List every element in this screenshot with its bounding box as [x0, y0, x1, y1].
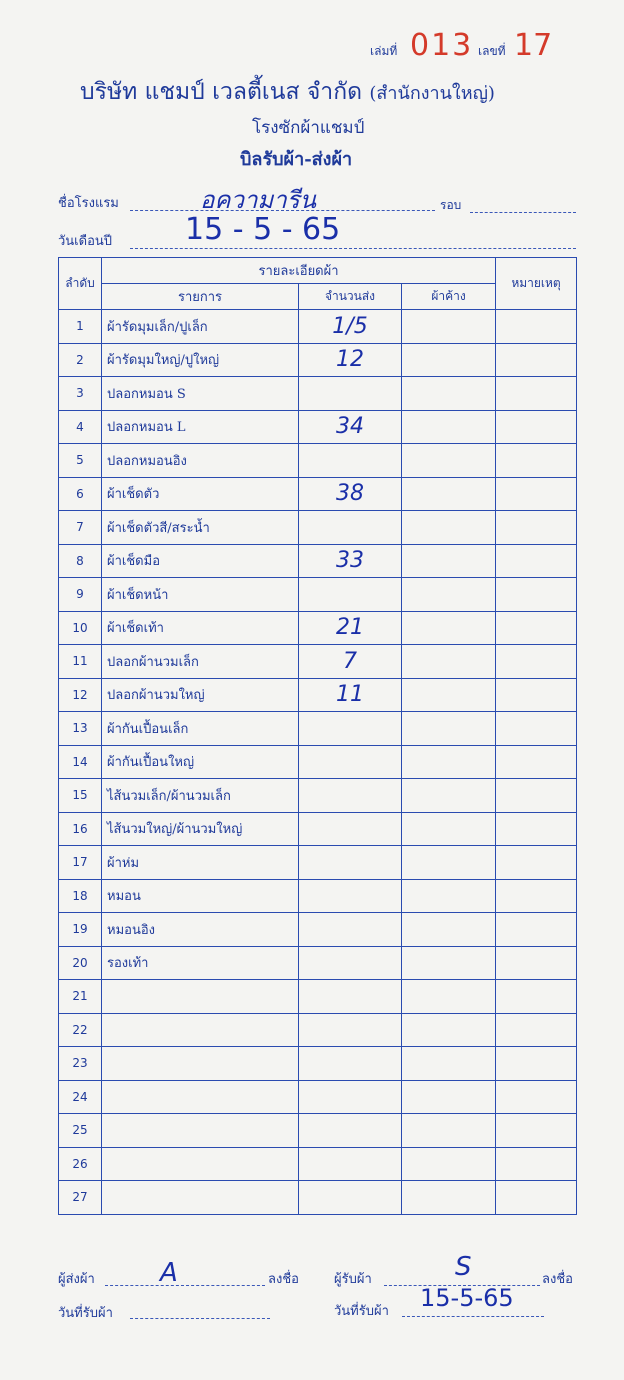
- date-line: [130, 248, 576, 249]
- table-row: [59, 444, 577, 478]
- row-item: ไส้นวมเล็ก/ผ้านวมเล็ก: [102, 779, 299, 813]
- doc-number: 17: [514, 28, 553, 63]
- row-pending: [402, 1181, 496, 1215]
- table-row: [59, 946, 577, 980]
- row-item: [102, 1080, 299, 1114]
- sender-signature: A: [160, 1258, 178, 1288]
- table-row: [59, 1080, 577, 1114]
- table-row: [59, 712, 577, 746]
- row-pending: [402, 879, 496, 913]
- hotel-name-label: ชื่อโรงแรม: [58, 196, 119, 211]
- row-number: 21: [59, 980, 102, 1014]
- row-number: 18: [59, 879, 102, 913]
- col-header-note: หมายเหตุ: [496, 258, 577, 310]
- row-pending: [402, 310, 496, 344]
- company-office: (สำนักงานใหญ่): [369, 83, 495, 104]
- row-note: [496, 712, 577, 746]
- row-item: [102, 980, 299, 1014]
- table-row: [59, 511, 577, 545]
- row-note: [496, 913, 577, 947]
- row-item: [102, 1181, 299, 1215]
- row-qty-sent: [299, 779, 402, 813]
- table-row: [59, 913, 577, 947]
- row-pending: [402, 846, 496, 880]
- row-note: [496, 477, 577, 511]
- row-qty-sent: [299, 846, 402, 880]
- row-number: 13: [59, 712, 102, 746]
- row-note: [496, 879, 577, 913]
- table-row: [59, 544, 577, 578]
- row-qty-sent: 12: [299, 343, 402, 377]
- row-pending: [402, 980, 496, 1014]
- row-note: [496, 377, 577, 411]
- row-pending: [402, 377, 496, 411]
- table-row: [59, 1147, 577, 1181]
- send-date-label: วันที่รับผ้า: [58, 1306, 113, 1321]
- table-row: [59, 1047, 577, 1081]
- table-row: [59, 477, 577, 511]
- row-item: [102, 1013, 299, 1047]
- row-pending: [402, 645, 496, 679]
- table-row: [59, 611, 577, 645]
- row-pending: [402, 913, 496, 947]
- col-header-pending: ผ้าค้าง: [402, 284, 496, 310]
- row-qty-sent: [299, 745, 402, 779]
- row-note: [496, 410, 577, 444]
- table-row: [59, 1181, 577, 1215]
- row-item: ผ้ากันเปื้อนใหญ่: [102, 745, 299, 779]
- row-pending: [402, 477, 496, 511]
- row-number: 1: [59, 310, 102, 344]
- row-qty-sent: 34: [299, 410, 402, 444]
- row-item: ผ้ารัดมุมเล็ก/ปูเล็ก: [102, 310, 299, 344]
- col-header-qty: จำนวนส่ง: [299, 284, 402, 310]
- col-header-item: รายการ: [102, 284, 299, 310]
- row-note: [496, 779, 577, 813]
- receiver-sign-label: ลงชื่อ: [542, 1272, 573, 1287]
- row-note: [496, 343, 577, 377]
- row-item: ผ้าเช็ดเท้า: [102, 611, 299, 645]
- row-note: [496, 946, 577, 980]
- row-note: [496, 611, 577, 645]
- round-label: รอบ: [440, 198, 462, 212]
- row-note: [496, 310, 577, 344]
- row-number: 7: [59, 511, 102, 545]
- row-number: 12: [59, 678, 102, 712]
- date-label: วันเดือนปี: [58, 234, 113, 249]
- row-item: ไส้นวมใหญ่/ผ้านวมใหญ่: [102, 812, 299, 846]
- company-name: [80, 74, 495, 110]
- row-item: ผ้าเช็ดหน้า: [102, 578, 299, 612]
- row-note: [496, 812, 577, 846]
- row-qty-sent: [299, 980, 402, 1014]
- row-pending: [402, 444, 496, 478]
- row-qty-sent: [299, 946, 402, 980]
- table-row: [59, 310, 577, 344]
- row-qty-sent: [299, 1047, 402, 1081]
- row-note: [496, 1080, 577, 1114]
- row-number: 25: [59, 1114, 102, 1148]
- row-number: 20: [59, 946, 102, 980]
- row-qty-sent: [299, 1181, 402, 1215]
- table-row: [59, 343, 577, 377]
- row-number: 22: [59, 1013, 102, 1047]
- table-row: [59, 1114, 577, 1148]
- row-note: [496, 1047, 577, 1081]
- row-item: ผ้าเช็ดมือ: [102, 544, 299, 578]
- row-number: 11: [59, 645, 102, 679]
- company-name-text: บริษัท แชมป์ เวลตี้เนส จำกัด: [80, 79, 363, 105]
- sender-sign-label: ลงชื่อ: [268, 1272, 299, 1287]
- row-number: 14: [59, 745, 102, 779]
- row-number: 9: [59, 578, 102, 612]
- row-qty-sent: [299, 913, 402, 947]
- row-number: 24: [59, 1080, 102, 1114]
- row-qty-sent: [299, 1147, 402, 1181]
- row-note: [496, 444, 577, 478]
- row-number: 2: [59, 343, 102, 377]
- table-row: [59, 980, 577, 1014]
- row-number: 27: [59, 1181, 102, 1215]
- row-note: [496, 511, 577, 545]
- row-qty-sent: [299, 712, 402, 746]
- row-number: 6: [59, 477, 102, 511]
- table-row: [59, 410, 577, 444]
- row-qty-sent: 1/5: [299, 310, 402, 344]
- book-number-label: เล่มที่: [370, 44, 398, 58]
- row-number: 17: [59, 846, 102, 880]
- row-qty-sent: [299, 511, 402, 545]
- row-pending: [402, 578, 496, 612]
- row-note: [496, 846, 577, 880]
- row-number: 10: [59, 611, 102, 645]
- row-note: [496, 645, 577, 679]
- row-pending: [402, 1047, 496, 1081]
- receive-date-label: วันที่รับผ้า: [334, 1304, 389, 1319]
- row-note: [496, 980, 577, 1014]
- row-item: ผ้าเช็ดตัว: [102, 477, 299, 511]
- row-pending: [402, 544, 496, 578]
- table-row: [59, 377, 577, 411]
- row-item: ผ้ากันเปื้อนเล็ก: [102, 712, 299, 746]
- table-row: [59, 645, 577, 679]
- table-row: [59, 1013, 577, 1047]
- date-value: 15 - 5 - 65: [185, 212, 341, 247]
- row-note: [496, 578, 577, 612]
- row-item: ปลอกหมอน L: [102, 410, 299, 444]
- row-pending: [402, 678, 496, 712]
- row-item: ผ้าเช็ดตัวสี/สระน้ำ: [102, 511, 299, 545]
- table-row: [59, 678, 577, 712]
- row-pending: [402, 1147, 496, 1181]
- row-number: 26: [59, 1147, 102, 1181]
- row-qty-sent: [299, 879, 402, 913]
- document-title: บิลรับผ้า-ส่งผ้า: [240, 149, 353, 170]
- doc-number-label: เลขที่: [478, 44, 506, 58]
- row-qty-sent: 33: [299, 544, 402, 578]
- row-item: ปลอกผ้านวมเล็ก: [102, 645, 299, 679]
- receive-date-line: [402, 1316, 544, 1317]
- receiver-label: ผู้รับผ้า: [334, 1272, 372, 1287]
- sender-label: ผู้ส่งผ้า: [58, 1272, 95, 1287]
- row-item: หมอน: [102, 879, 299, 913]
- row-item: ผ้าห่ม: [102, 846, 299, 880]
- row-item: ปลอกหมอน S: [102, 377, 299, 411]
- row-pending: [402, 1013, 496, 1047]
- row-pending: [402, 946, 496, 980]
- row-pending: [402, 343, 496, 377]
- row-pending: [402, 410, 496, 444]
- row-qty-sent: [299, 1114, 402, 1148]
- row-pending: [402, 712, 496, 746]
- receive-date-value: 15-5-65: [420, 1284, 514, 1312]
- table-row: [59, 745, 577, 779]
- row-pending: [402, 1080, 496, 1114]
- send-date-line: [130, 1318, 270, 1319]
- row-pending: [402, 611, 496, 645]
- row-qty-sent: 21: [299, 611, 402, 645]
- row-item: ปลอกหมอนอิง: [102, 444, 299, 478]
- row-note: [496, 678, 577, 712]
- row-qty-sent: 11: [299, 678, 402, 712]
- sender-line: [105, 1285, 265, 1286]
- row-item: หมอนอิง: [102, 913, 299, 947]
- row-pending: [402, 812, 496, 846]
- laundry-table: [58, 257, 577, 1215]
- row-number: 4: [59, 410, 102, 444]
- row-qty-sent: 7: [299, 645, 402, 679]
- table-row: [59, 846, 577, 880]
- row-note: [496, 1114, 577, 1148]
- row-number: 5: [59, 444, 102, 478]
- row-pending: [402, 1114, 496, 1148]
- book-number: 013: [410, 28, 474, 63]
- row-number: 19: [59, 913, 102, 947]
- row-note: [496, 544, 577, 578]
- row-qty-sent: [299, 377, 402, 411]
- row-item: รองเท้า: [102, 946, 299, 980]
- table-row: [59, 578, 577, 612]
- col-header-no: ลำดับ: [59, 258, 102, 310]
- row-item: [102, 1047, 299, 1081]
- row-number: 23: [59, 1047, 102, 1081]
- row-number: 16: [59, 812, 102, 846]
- row-number: 15: [59, 779, 102, 813]
- hotel-name-value: อความารีน: [200, 186, 317, 214]
- laundry-name: โรงซักผ้าแชมป์: [252, 118, 365, 138]
- row-pending: [402, 779, 496, 813]
- table-row: [59, 879, 577, 913]
- row-qty-sent: [299, 1080, 402, 1114]
- table-row: [59, 812, 577, 846]
- row-note: [496, 1181, 577, 1215]
- row-qty-sent: 38: [299, 477, 402, 511]
- row-qty-sent: [299, 578, 402, 612]
- row-note: [496, 1147, 577, 1181]
- row-item: [102, 1114, 299, 1148]
- row-pending: [402, 745, 496, 779]
- receiver-signature: S: [455, 1252, 472, 1282]
- row-qty-sent: [299, 1013, 402, 1047]
- row-item: [102, 1147, 299, 1181]
- table-row: [59, 779, 577, 813]
- row-qty-sent: [299, 444, 402, 478]
- row-note: [496, 1013, 577, 1047]
- row-qty-sent: [299, 812, 402, 846]
- row-pending: [402, 511, 496, 545]
- row-number: 8: [59, 544, 102, 578]
- row-number: 3: [59, 377, 102, 411]
- row-item: ปลอกผ้านวมใหญ่: [102, 678, 299, 712]
- row-note: [496, 745, 577, 779]
- round-line: [470, 212, 576, 213]
- col-header-detail: รายละเอียดผ้า: [102, 258, 496, 284]
- row-item: ผ้ารัดมุมใหญ่/ปูใหญ่: [102, 343, 299, 377]
